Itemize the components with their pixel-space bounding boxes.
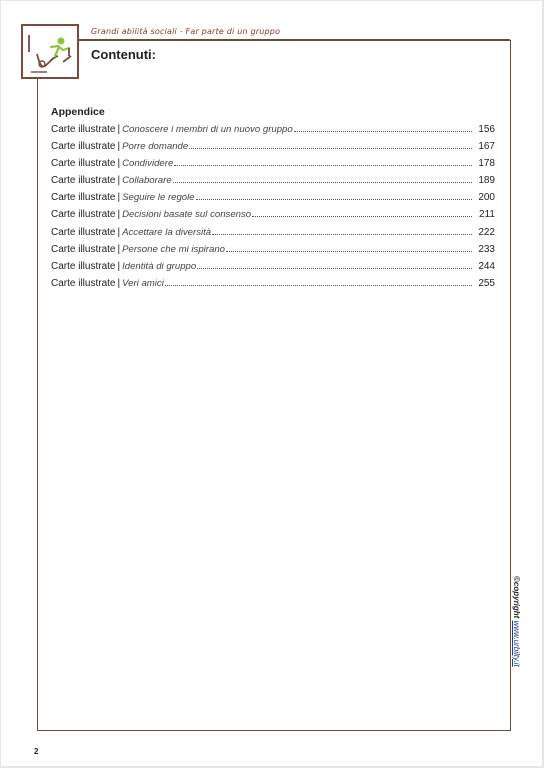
toc-category: Carte illustrate (51, 175, 116, 187)
contents-title: Contenuti: (91, 47, 156, 62)
toc-entry-title: Identità di gruppo (122, 260, 197, 272)
copyright-link[interactable]: www.urbilty.it (512, 620, 521, 667)
header-rule (79, 39, 510, 40)
toc-category: Carte illustrate (51, 192, 116, 204)
toc-page-number: 255 (478, 277, 495, 289)
toc-page-number: 167 (478, 141, 495, 153)
toc-separator: | (117, 158, 121, 170)
toc-leader-dots (173, 181, 472, 183)
toc-leader-dots (196, 198, 472, 200)
toc-category: Carte illustrate (51, 277, 116, 289)
toc-leader-dots (212, 233, 472, 235)
toc-separator: | (117, 226, 121, 238)
toc-page-number: 156 (478, 124, 495, 135)
copyright-label: ©copyright (512, 576, 521, 619)
toc-leader-dots (189, 147, 472, 149)
toc-row[interactable] (51, 278, 495, 295)
toc-entry-title: Accettare la diversità (122, 226, 212, 238)
toc-leader-dots (197, 267, 472, 269)
toc-separator: | (117, 141, 121, 153)
toc-row[interactable] (51, 244, 495, 261)
toc-entry-title: Seguire le regole (122, 192, 195, 204)
copyright-note (512, 576, 521, 667)
document-page (1, 1, 542, 766)
toc-entry-title: Collaborare (122, 175, 172, 187)
toc-page-number: 211 (479, 209, 495, 221)
toc-page-number: 233 (478, 243, 495, 255)
toc-row[interactable] (51, 209, 495, 226)
toc-separator: | (117, 124, 121, 135)
toc-entry-title: Conoscere i membri di un nuovo gruppo (122, 124, 293, 135)
toc-category: Carte illustrate (51, 124, 116, 135)
toc-separator: | (117, 277, 121, 289)
toc-page-number: 244 (478, 260, 495, 272)
toc-row[interactable] (51, 192, 495, 209)
toc-category: Carte illustrate (51, 209, 116, 221)
stick-figure-logo-icon (21, 24, 79, 79)
toc-category: Carte illustrate (51, 141, 116, 153)
toc-leader-dots (294, 130, 472, 132)
toc-leader-dots (252, 215, 472, 217)
toc-category: Carte illustrate (51, 226, 116, 238)
toc-leader-dots (226, 250, 472, 252)
toc-leader-dots (174, 164, 472, 166)
toc-entry-title: Decisioni basate sul consenso (122, 209, 252, 221)
toc-entry-title: Veri amici (122, 277, 164, 289)
toc-separator: | (117, 260, 121, 272)
toc-row[interactable] (51, 158, 495, 175)
toc-category: Carte illustrate (51, 158, 116, 170)
table-of-contents (51, 124, 495, 295)
toc-page-number: 222 (478, 226, 495, 238)
toc-category: Carte illustrate (51, 260, 116, 272)
toc-entry-title: Condividere (122, 158, 174, 170)
appendix-heading: Appendice (51, 106, 105, 118)
toc-separator: | (117, 209, 121, 221)
toc-page-number: 200 (478, 192, 495, 204)
toc-separator: | (117, 175, 121, 187)
toc-leader-dots (165, 284, 472, 286)
toc-row[interactable] (51, 261, 495, 278)
toc-page-number: 189 (478, 175, 495, 187)
page-number: 2 (34, 747, 39, 756)
toc-separator: | (117, 192, 121, 204)
toc-row[interactable] (51, 141, 495, 158)
toc-entry-title: Porre domande (122, 141, 189, 153)
toc-separator: | (117, 243, 121, 255)
toc-page-number: 178 (478, 158, 495, 170)
toc-category: Carte illustrate (51, 243, 116, 255)
toc-row[interactable] (51, 227, 495, 244)
series-title: Grandi abilità sociali - Far parte di un gruppo (91, 27, 281, 36)
toc-row[interactable] (51, 175, 495, 192)
toc-row[interactable] (51, 124, 495, 141)
toc-entry-title: Persone che mi ispirano (122, 243, 225, 255)
